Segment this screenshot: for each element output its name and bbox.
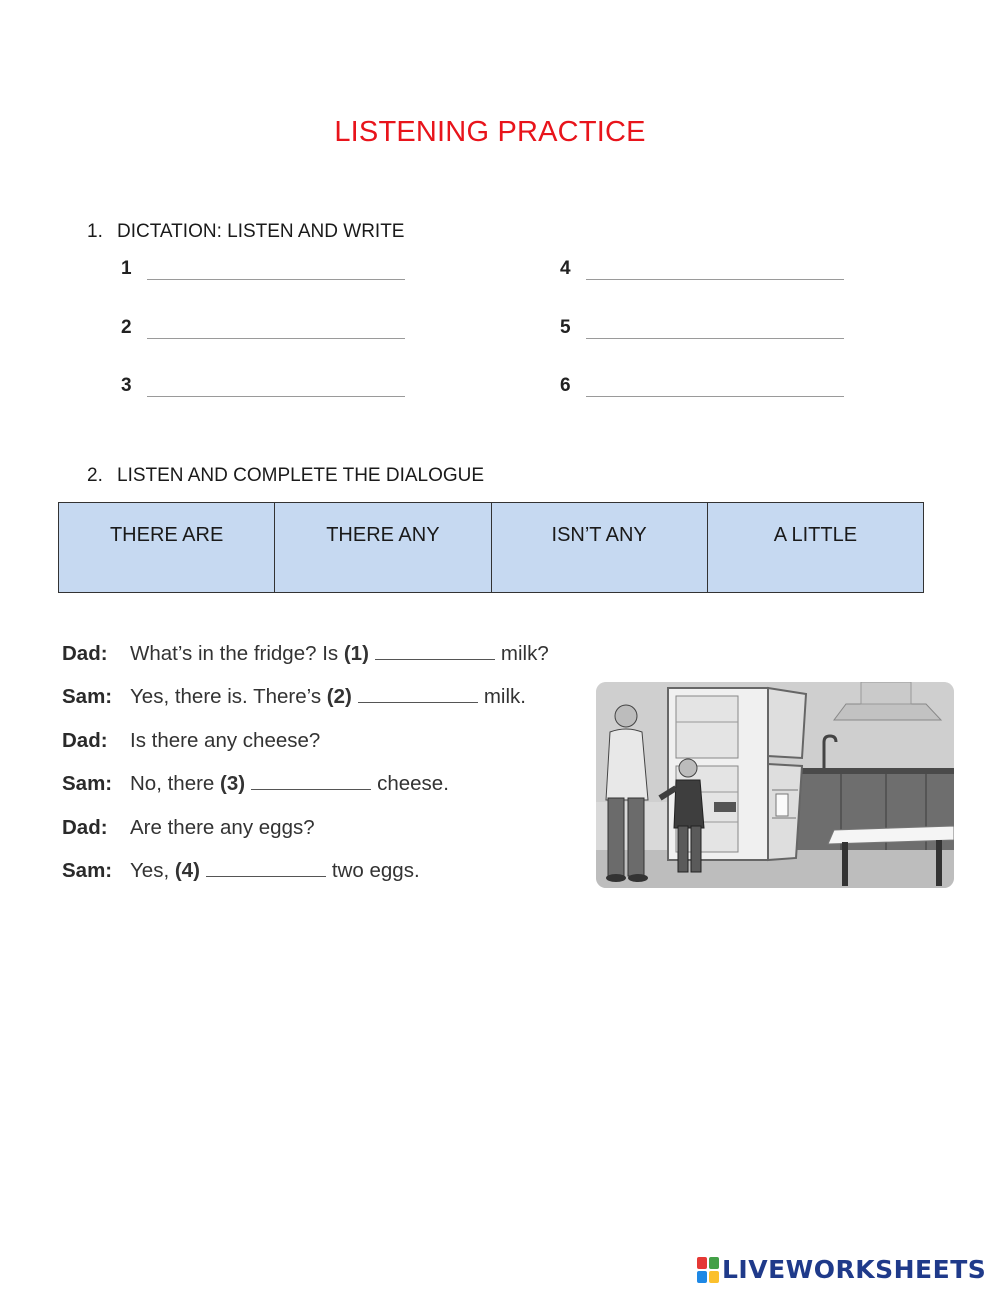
dictation-item-3[interactable]	[121, 375, 405, 397]
liveworksheets-logo	[697, 1255, 986, 1284]
section-1-number: 1.	[87, 221, 103, 242]
speaker: Dad:	[62, 816, 108, 839]
blank-number: (1)	[343, 642, 369, 665]
answer-blank-3[interactable]	[251, 775, 371, 790]
dialogue-line-6	[62, 859, 420, 883]
kitchen-fridge-illustration	[596, 682, 954, 888]
page-title: LISTENING PRACTICE	[334, 116, 646, 148]
dialogue-text: Are there any eggs?	[130, 816, 315, 839]
blank-number: (2)	[326, 685, 352, 708]
speaker: Sam:	[62, 772, 113, 795]
dialogue-text-after: milk?	[500, 642, 549, 665]
section-2-heading	[87, 465, 484, 487]
answer-blank-2[interactable]	[358, 688, 478, 703]
dialogue-line-4	[62, 772, 449, 796]
word-bank-cell: THERE ANY	[275, 503, 491, 593]
dictation-item-5[interactable]	[560, 317, 844, 339]
dialogue-text-after: cheese.	[377, 772, 449, 795]
dictation-number: 1	[121, 258, 132, 279]
word-bank-table	[58, 502, 924, 593]
dictation-answer-line[interactable]	[586, 326, 844, 339]
dialogue-line-3	[62, 729, 320, 753]
dictation-answer-line[interactable]	[147, 326, 405, 339]
word-bank-cell: THERE ARE	[59, 503, 275, 593]
speaker: Sam:	[62, 859, 113, 882]
speaker: Dad:	[62, 729, 108, 752]
dictation-answer-line[interactable]	[586, 384, 844, 397]
dictation-answer-line[interactable]	[147, 384, 405, 397]
logo-mark-icon	[697, 1257, 719, 1283]
dictation-number: 6	[560, 375, 571, 396]
speaker: Dad:	[62, 642, 108, 665]
dictation-item-6[interactable]	[560, 375, 844, 397]
dictation-answer-line[interactable]	[586, 267, 844, 280]
blank-number: (3)	[220, 772, 246, 795]
dialogue-line-5	[62, 816, 315, 840]
blank-number: (4)	[174, 859, 200, 882]
dialogue-text: Is there any cheese?	[130, 729, 321, 752]
dictation-number: 5	[560, 317, 571, 338]
word-bank-cell: A LITTLE	[707, 503, 923, 593]
word-bank-cell: ISN’T ANY	[491, 503, 707, 593]
section-2-title: LISTEN AND COMPLETE THE DIALOGUE	[117, 465, 485, 486]
dictation-answer-line[interactable]	[147, 267, 405, 280]
dialogue-line-2	[62, 685, 526, 709]
dictation-item-4[interactable]	[560, 258, 844, 280]
section-1-heading	[87, 221, 404, 243]
dictation-item-2[interactable]	[121, 317, 405, 339]
section-1-title: DICTATION: LISTEN AND WRITE	[117, 221, 405, 242]
dictation-number: 3	[121, 375, 132, 396]
dictation-number: 4	[560, 258, 571, 279]
answer-blank-4[interactable]	[206, 862, 326, 877]
speaker: Sam:	[62, 685, 113, 708]
kitchen-scene-svg	[596, 682, 954, 888]
dialogue-text-after: two eggs.	[331, 859, 420, 882]
section-2-number: 2.	[87, 465, 103, 486]
logo-text: LIVEWORKSHEETS	[722, 1255, 987, 1284]
dialogue-text: What’s in the fridge? Is	[130, 642, 339, 665]
dialogue-text: Yes, there is. There’s	[130, 685, 322, 708]
dialogue-text: No, there	[130, 772, 215, 795]
answer-blank-1[interactable]	[375, 645, 495, 660]
dialogue-text-after: milk.	[483, 685, 526, 708]
dialogue-line-1	[62, 642, 549, 666]
dictation-item-1[interactable]	[121, 258, 405, 280]
dictation-number: 2	[121, 317, 132, 338]
dialogue-text: Yes,	[130, 859, 170, 882]
